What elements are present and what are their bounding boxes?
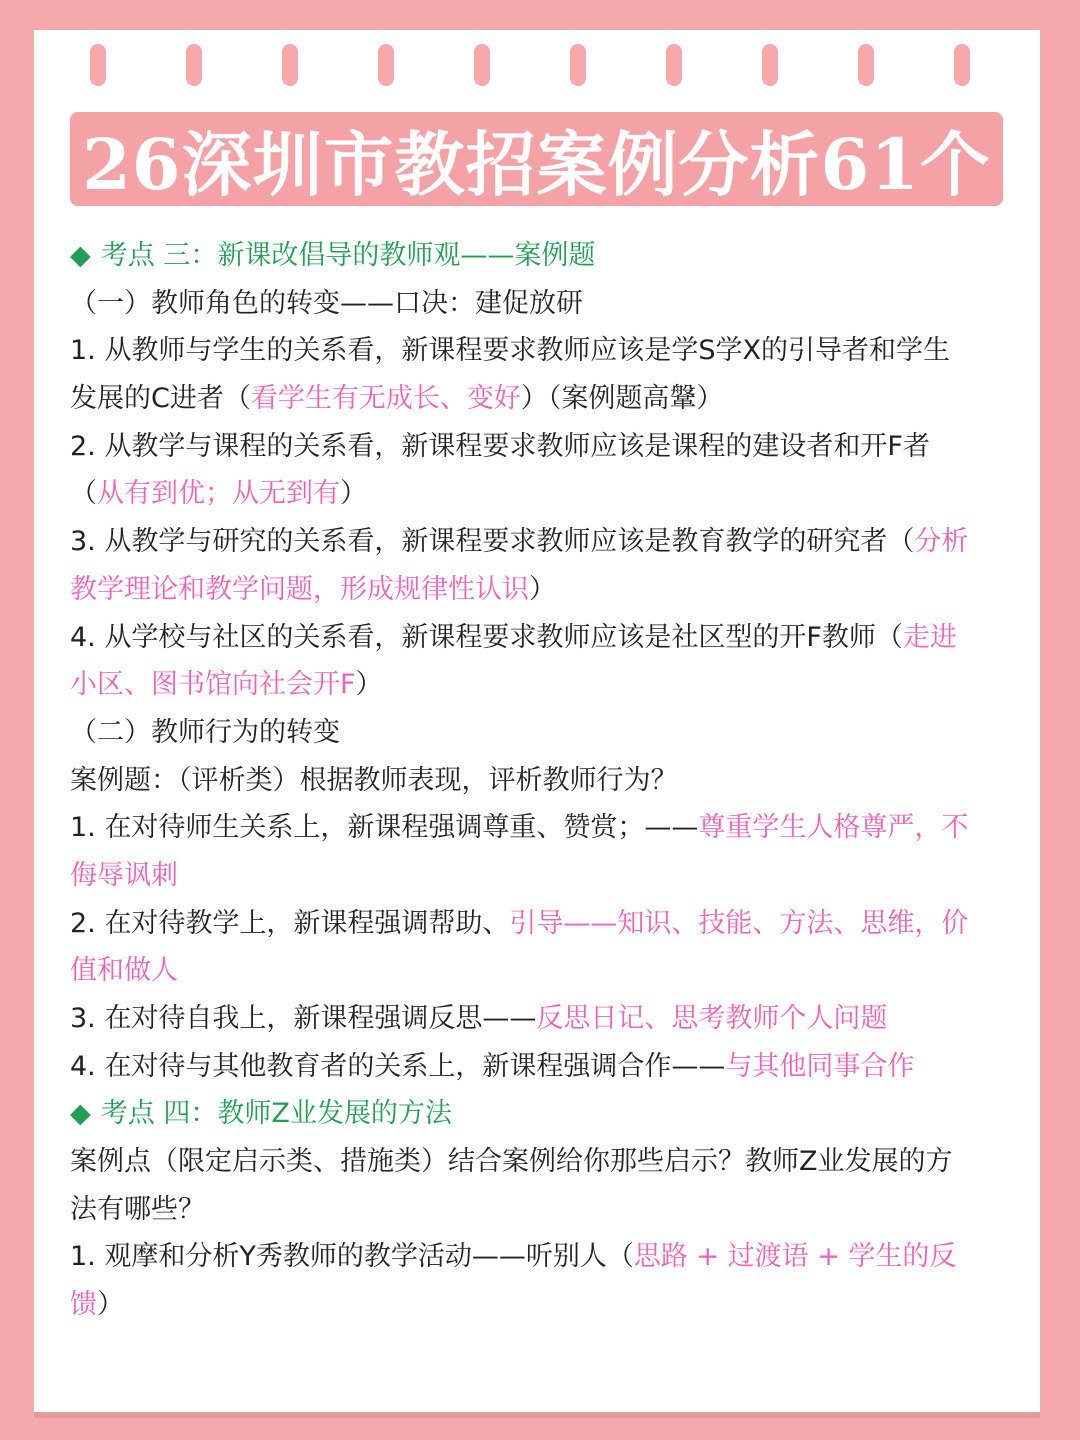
- text-line: [70, 1138, 1030, 1186]
- text-line-content: ）: [355, 669, 383, 701]
- text-line: [70, 280, 1030, 328]
- text-line: [70, 470, 1030, 518]
- text-line: [70, 661, 1030, 709]
- text-line-content: 发展的C进者（: [70, 383, 251, 415]
- text-line: [70, 757, 1030, 805]
- highlight-text: 侮辱讽刺: [70, 859, 178, 891]
- text-line: [70, 375, 1030, 423]
- highlight-text: 教学理论和教学问题，形成规律性认识: [70, 573, 529, 605]
- diamond-icon: ◆: [70, 240, 91, 271]
- text-line-content: 4. 在对待与其他教育者的关系上，新课程强调合作——: [70, 1050, 726, 1082]
- highlight-text: 小区、图书馆向社会开F: [70, 669, 356, 701]
- binder-hole-icon: [90, 44, 106, 86]
- binder-hole-icon: [858, 44, 874, 86]
- highlight-text: 从有到优；从无到有: [97, 478, 340, 510]
- highlight-text: 与其他同事合作: [725, 1050, 915, 1082]
- highlight-text: 引导——知识、技能、方法、思维，价: [509, 907, 969, 939]
- highlight-text: 思路 + 过渡语 + 学生的反: [633, 1241, 957, 1273]
- highlight-text: 反思日记、思考教师个人问题: [536, 1003, 888, 1034]
- binder-hole-icon: [186, 44, 202, 86]
- text-line: [70, 900, 1030, 948]
- highlight-text: 看学生有无成长、变好: [250, 383, 521, 415]
- text-line-content: （一）教师角色的转变——口决：建促放研: [70, 287, 583, 319]
- text-line-content: （: [70, 478, 97, 510]
- page-title: 26深圳市教招案例分析61个: [82, 122, 991, 206]
- text-line: [70, 1043, 1030, 1091]
- text-line-content: 3. 在对待自我上，新课程强调反思——: [70, 1003, 537, 1034]
- text-line-content: 案例点（限定启示类、措施类）结合案例给你那些启示？教师Z业发展的方: [70, 1146, 953, 1178]
- text-line: [70, 709, 1030, 757]
- text-line: [70, 566, 1030, 614]
- text-line: [70, 995, 1030, 1043]
- binder-hole-icon: [570, 44, 586, 86]
- highlight-text: 尊重学生人格尊严，不: [698, 812, 969, 844]
- text-line-content: ）: [529, 573, 556, 605]
- diamond-icon: ◆: [70, 1098, 91, 1130]
- text-line-content: 法有哪些？: [70, 1193, 205, 1225]
- text-line-content: 4. 从学校与社区的关系看，新课程要求教师应该是社区型的开F教师（: [70, 621, 903, 653]
- binder-holes: [34, 30, 1040, 100]
- text-line: [70, 1233, 1030, 1281]
- text-line-content: ）: [97, 1289, 124, 1321]
- text-line: [70, 423, 1030, 471]
- text-line-content: ）: [340, 478, 367, 510]
- text-line-content: 案例题：（评析类）根据教师表现，评析教师行为？: [70, 764, 678, 796]
- binder-hole-icon: [474, 44, 490, 86]
- binder-hole-icon: [762, 44, 778, 86]
- text-line: [70, 947, 1030, 995]
- text-line-content: 3. 从教学与研究的关系看，新课程要求教师应该是教育教学的研究者（: [70, 526, 915, 558]
- section-heading: [70, 1090, 1030, 1138]
- text-line-content: 2. 从教学与课程的关系看，新课程要求教师应该是课程的建设者和开F者: [70, 430, 930, 462]
- section-heading: [70, 232, 1030, 280]
- highlight-text: 馈: [70, 1289, 97, 1321]
- text-line: [70, 518, 1030, 566]
- section-heading-text: 考点 四：教师Z业发展的方法: [100, 1098, 452, 1130]
- text-line-content: 1. 从教师与学生的关系看，新课程要求教师应该是学S学X的引导者和学生: [70, 335, 950, 367]
- text-line: [70, 804, 1030, 852]
- text-line-content: 1. 在对待师生关系上，新课程强调尊重、赞赏；——: [70, 812, 699, 844]
- section-heading-text: 考点 三：新课改倡导的教师观——案例题: [100, 240, 596, 271]
- binder-hole-icon: [666, 44, 682, 86]
- text-line-content: 1. 观摩和分析Y秀教师的教学活动——听别人（: [70, 1241, 634, 1273]
- content-body: [70, 232, 1030, 1329]
- text-line: [70, 614, 1030, 662]
- text-line: [70, 327, 1030, 375]
- text-line-content: 2. 在对待教学上，新课程强调帮助、: [70, 907, 510, 939]
- binder-hole-icon: [378, 44, 394, 86]
- highlight-text: 走进: [902, 621, 957, 653]
- highlight-text: 值和做人: [70, 955, 178, 987]
- title-banner: [70, 112, 1003, 206]
- text-line-content: （二）教师行为的转变: [70, 716, 340, 748]
- binder-hole-icon: [282, 44, 298, 86]
- text-line: [70, 852, 1030, 900]
- text-line: [70, 1281, 1030, 1329]
- binder-hole-icon: [954, 44, 970, 86]
- highlight-text: 分析: [914, 526, 969, 558]
- text-line: [70, 1186, 1030, 1234]
- text-line-content: ）（案例题高鞶）: [520, 383, 724, 415]
